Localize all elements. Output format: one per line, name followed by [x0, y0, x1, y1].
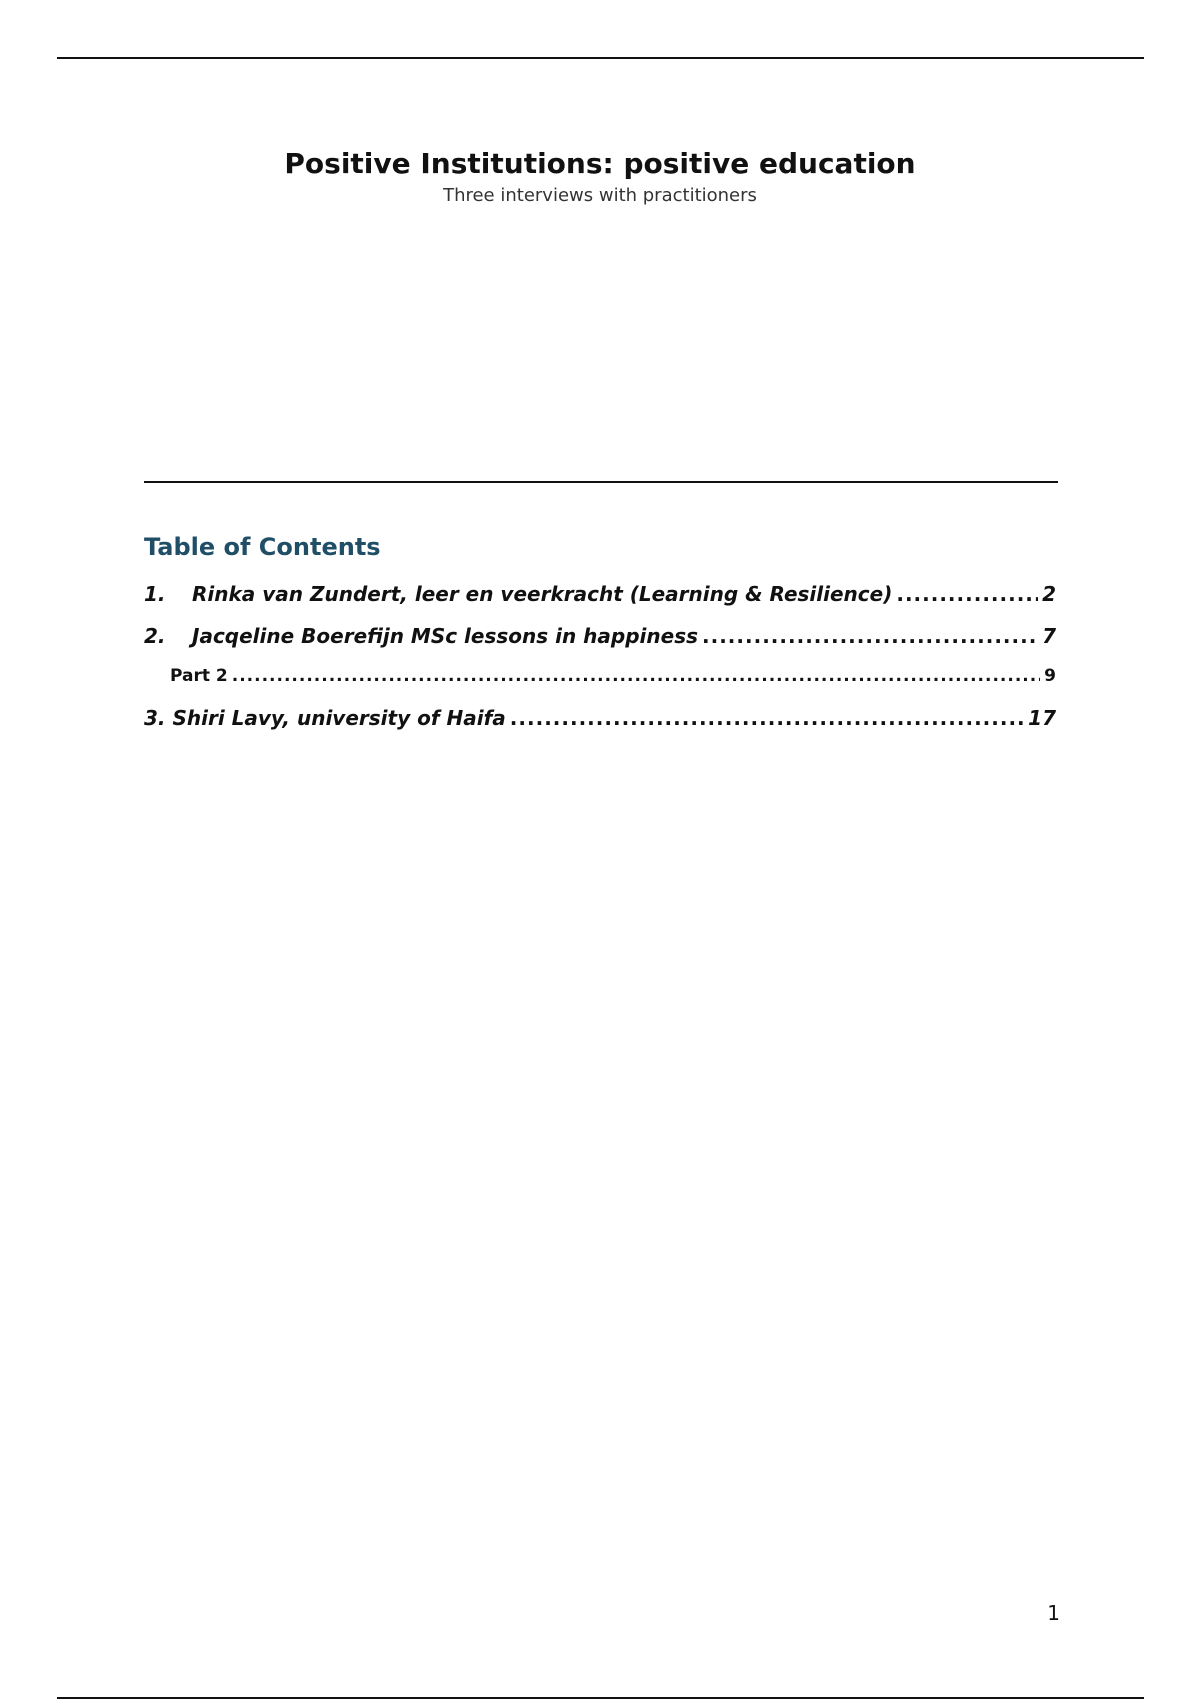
- section-divider: [144, 481, 1058, 483]
- toc-entry-title: Part 2: [170, 666, 228, 686]
- toc-dot-leader: [702, 615, 1038, 657]
- header-rule: [57, 57, 1144, 59]
- toc-entry-page: 2: [1042, 582, 1056, 606]
- toc-entry-page: 7: [1042, 624, 1056, 648]
- document-title: Positive Institutions: positive education: [284, 147, 916, 180]
- toc-dot-leader: [896, 573, 1038, 615]
- document-subtitle: Three interviews with practitioners: [443, 185, 757, 206]
- toc-entry-page: 17: [1028, 706, 1056, 730]
- toc-heading: Table of Contents: [144, 533, 381, 561]
- toc-entry-jacqeline-boerefijn[interactable]: [144, 615, 1056, 657]
- page-number: 1: [1047, 1601, 1060, 1625]
- toc-entry-rinka-van-zundert[interactable]: [144, 573, 1056, 615]
- toc-entry-page: 9: [1044, 666, 1056, 686]
- toc-entry-part-2[interactable]: [144, 657, 1056, 695]
- title-block: [0, 144, 1200, 208]
- footer-rule: [57, 1697, 1144, 1699]
- table-of-contents: [144, 525, 1056, 741]
- toc-entry-number: 1.: [144, 582, 166, 606]
- toc-entry-title: 3. Shiri Lavy, university of Haifa: [144, 706, 506, 730]
- toc-dot-leader: [510, 695, 1024, 741]
- toc-entry-shiri-lavy[interactable]: [144, 695, 1056, 741]
- toc-dot-leader: [232, 657, 1040, 695]
- toc-entry-title: Rinka van Zundert, leer en veerkracht (Learning & Resilience): [192, 582, 893, 606]
- toc-entry-title: Jacqeline Boerefijn MSc lessons in happiness: [192, 624, 699, 648]
- toc-entry-number: 2.: [144, 624, 166, 648]
